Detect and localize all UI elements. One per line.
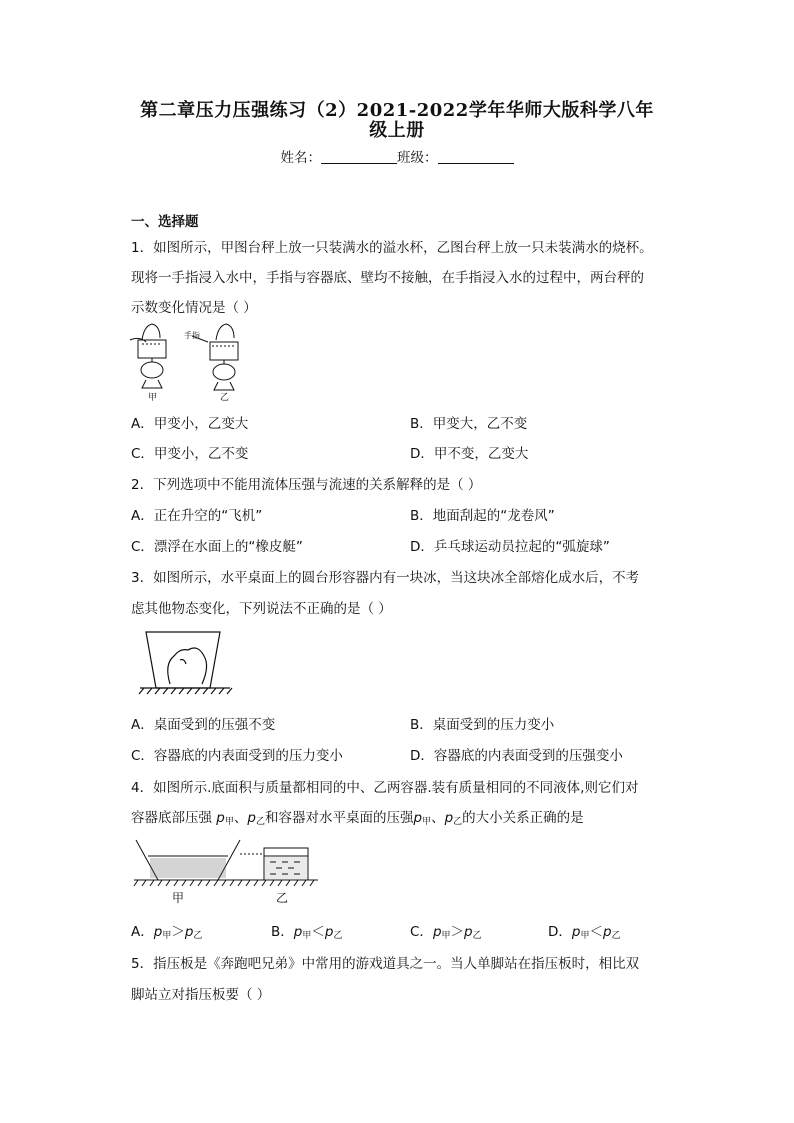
q5-line1: 5．指压板是《奔跑吧兄弟》中常用的游戏道具之一。当人单脚站在指压板时，相比双 xyxy=(131,956,640,972)
q4-option-c[interactable]: C．$p_甲>p_乙$ xyxy=(410,924,482,941)
q2-option-d[interactable]: D．乒乓球运动员拉起的“弧旋球” xyxy=(410,539,610,555)
q4-line2-mid: 和容器对水平桌面的压强 xyxy=(264,810,414,826)
q4-option-b[interactable]: B．$p_甲<p_乙$ xyxy=(271,924,343,941)
q4-option-d[interactable]: D．$p_甲<p_乙$ xyxy=(548,924,621,941)
q3-figure-ice-container xyxy=(136,626,236,698)
q1-line1: 1．如图所示，甲图台秤上放一只装满水的溢水杯，乙图台秤上放一只未装满水的烧杯。 xyxy=(131,240,653,256)
q2-option-a[interactable]: A．正在升空的“飞机” xyxy=(131,508,263,524)
q4-line2 xyxy=(131,806,674,827)
class-label: 班级： xyxy=(397,150,438,166)
q1-option-b[interactable]: B．甲变大，乙不变 xyxy=(410,416,528,432)
q3-option-c[interactable]: C．容器底的内表面受到的压力变小 xyxy=(131,748,343,764)
name-label: 姓名： xyxy=(280,150,321,166)
q4-sub-jia: 甲 xyxy=(224,817,234,827)
q4-left-label: 甲 xyxy=(172,891,185,905)
q2-option-b[interactable]: B．地面刮起的“龙卷风” xyxy=(410,508,555,524)
q1-line3: 示数变化情况是（ ） xyxy=(131,300,257,316)
q3-option-a[interactable]: A．桌面受到的压强不变 xyxy=(131,717,276,733)
q4-figure-containers xyxy=(132,834,322,910)
q4-p-prime: p xyxy=(444,810,454,826)
q2-option-c[interactable]: C．漂浮在水面上的“橡皮艇” xyxy=(131,539,303,555)
q1-option-c[interactable]: C．甲变小，乙不变 xyxy=(131,446,249,462)
q1-line2: 现将一手指浸入水中，手指与容器底、壁均不接触，在手指浸入水的过程中，两台秤的 xyxy=(131,270,644,286)
q1-finger-label: 手指 xyxy=(184,331,200,340)
q1-option-d[interactable]: D．甲不变，乙变大 xyxy=(410,446,529,462)
q3-option-d[interactable]: D．容器底的内表面受到的压强变小 xyxy=(410,748,623,764)
q3-line1: 3．如图所示，水平桌面上的圆台形容器内有一块冰，当这块冰全部熔化成水后，不考 xyxy=(131,570,640,586)
q4-p-prime: p xyxy=(413,810,423,826)
q4-p-symbol: p xyxy=(216,810,225,826)
q1-left-label: 甲 xyxy=(148,393,158,403)
q4-sep: 、 xyxy=(431,810,445,826)
q4-line2-start: 容器底部压强 xyxy=(131,810,212,826)
q4-p-symbol: p xyxy=(247,810,256,826)
student-info-bar xyxy=(0,146,794,166)
q4-right-label: 乙 xyxy=(276,891,289,905)
q5-line2: 脚站立对指压板要（ ） xyxy=(131,987,271,1003)
name-blank[interactable] xyxy=(321,149,397,164)
page-title-line1: 第二章压力压强练习（2）2021-2022学年华师大版科学八年 xyxy=(140,100,654,121)
class-blank[interactable] xyxy=(438,149,514,164)
section-title: 一、选择题 xyxy=(131,214,199,230)
q4-line2-end: 的大小关系正确的是 xyxy=(462,810,584,826)
q1-figure-scales xyxy=(128,318,268,403)
q4-sub-jia: 甲 xyxy=(422,817,432,827)
q3-option-b[interactable]: B．桌面受到的压力变小 xyxy=(410,717,555,733)
q4-sep: 、 xyxy=(233,810,248,826)
q3-line2: 虑其他物态变化，下列说法不正确的是（ ） xyxy=(131,601,392,617)
q4-sub-yi: 乙 xyxy=(255,817,265,827)
q4-line1: 4．如图所示.底面积与质量都相同的中、乙两容器.装有质量相同的不同液体,则它们对 xyxy=(131,780,639,796)
q4-sub-yi: 乙 xyxy=(453,817,463,827)
q1-right-label: 乙 xyxy=(220,393,230,403)
page-title-line2: 级上册 xyxy=(369,120,425,141)
q2-line1: 2．下列选项中不能用流体压强与流速的关系解释的是（ ） xyxy=(131,477,482,493)
q4-option-a[interactable]: A．$p_甲>p_乙$ xyxy=(131,924,203,941)
q1-option-a[interactable]: A．甲变小，乙变大 xyxy=(131,416,249,432)
